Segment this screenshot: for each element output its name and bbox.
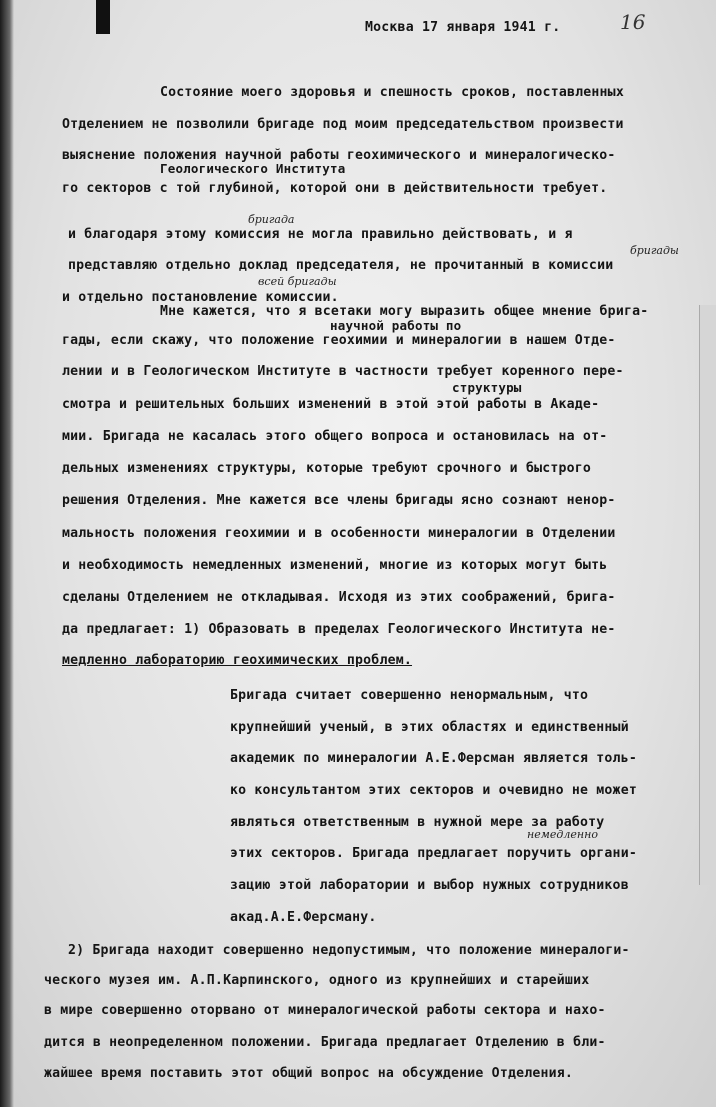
text-line: представляю отдельно доклад председателя, не прочитанный в комиссии — [68, 258, 614, 273]
insertion-geol-institute: Геологического Института — [160, 161, 346, 176]
text-line: в мире совершенно оторвано от минералогической работы сектора и нахо- — [44, 1003, 606, 1018]
insertion-nauchnoi-raboty: научной работы по — [330, 318, 462, 333]
text-line: дельных изменениях структуры, которые требуют срочного и быстрого — [62, 461, 592, 476]
insertion-brigada: бригада — [248, 213, 295, 226]
text-line: этих секторов. Бригада предлагает поручить органи- — [230, 846, 637, 861]
page-number: 16 — [620, 10, 646, 34]
text-line: и отдельно постановление комиссии. — [62, 290, 339, 305]
text-line: мии. Бригада не касалась этого общего вопроса и остановилась на от- — [62, 429, 608, 444]
text-line: зацию этой лаборатории и выбор нужных сотрудников — [230, 878, 629, 893]
text-line: смотра и решительных больших изменений в этой этой работы в Акаде- — [62, 397, 600, 412]
text-line: жайшее время поставить этот общий вопрос на обсуждение Отделения. — [44, 1066, 574, 1081]
document-date: Москва 17 января 1941 г. — [365, 20, 561, 35]
text-line: выяснение положения научной работы геохимического и минералогическо- — [62, 148, 616, 163]
text-line: Бригада считает совершенно ненормальным, что — [230, 688, 589, 703]
text-line: и необходимость немедленных изменений, многие из которых могут быть — [62, 558, 608, 573]
text-line: дится в неопределенном положении. Бригада предлагает Отделению в бли- — [44, 1035, 606, 1050]
text-line: гады, если скажу, что положение геохимии и минералогии в нашем Отде- — [62, 333, 616, 348]
insertion-struktury: структуры — [452, 380, 522, 395]
text-line: медленно лабораторию геохимических проблем. — [62, 653, 413, 668]
text-line: да предлагает: 1) Образовать в пределах Геологического Института не- — [62, 622, 616, 637]
text-line: лении и в Геологическом Институте в частности требует коренного пере- — [62, 364, 624, 379]
text-line: решения Отделения. Мне кажется все члены бригады ясно сознают ненор- — [62, 493, 616, 508]
text-line: Отделением не позволили бригаде под моим председательством произвести — [62, 117, 624, 132]
text-line: 2) Бригада находит совершенно недопустимым, что положение минералоги- — [68, 943, 630, 958]
text-line: академик по минералогии А.Е.Ферсман является толь- — [230, 751, 637, 766]
text-line: являться ответственным в нужной мере за работу — [230, 815, 605, 830]
scan-mark — [96, 0, 110, 34]
text-line: Состояние моего здоровья и спешность сроков, поставленных — [160, 85, 624, 100]
insertion-vsei-brigady: всей бригады — [258, 275, 337, 288]
text-line: Мне кажется, что я всетаки могу выразить общее мнение брига- — [160, 304, 649, 319]
insertion-brigady: бригады — [630, 244, 679, 257]
text-line: ческого музея им. А.П.Карпинского, одного из крупнейших и старейших — [44, 973, 590, 988]
text-line: акад.А.Е.Ферсману. — [230, 910, 377, 925]
text-line: мальность положения геохимии и в особенности минералогии в Отделении — [62, 526, 616, 541]
text-line: крупнейший ученый, в этих областях и единственный — [230, 720, 629, 735]
insertion-nemedlenno: немедленно — [527, 828, 598, 841]
text-line: го секторов с той глубиной, которой они в действительности требует. — [62, 181, 608, 196]
pasted-slip — [699, 305, 716, 885]
text-line: и благодаря этому комиссия не могла правильно действовать, и я — [68, 227, 573, 242]
text-line: сделаны Отделением не откладывая. Исходя из этих соображений, брига- — [62, 590, 616, 605]
scan-edge — [0, 0, 14, 1107]
text-line: ко консультантом этих секторов и очевидно не может — [230, 783, 637, 798]
